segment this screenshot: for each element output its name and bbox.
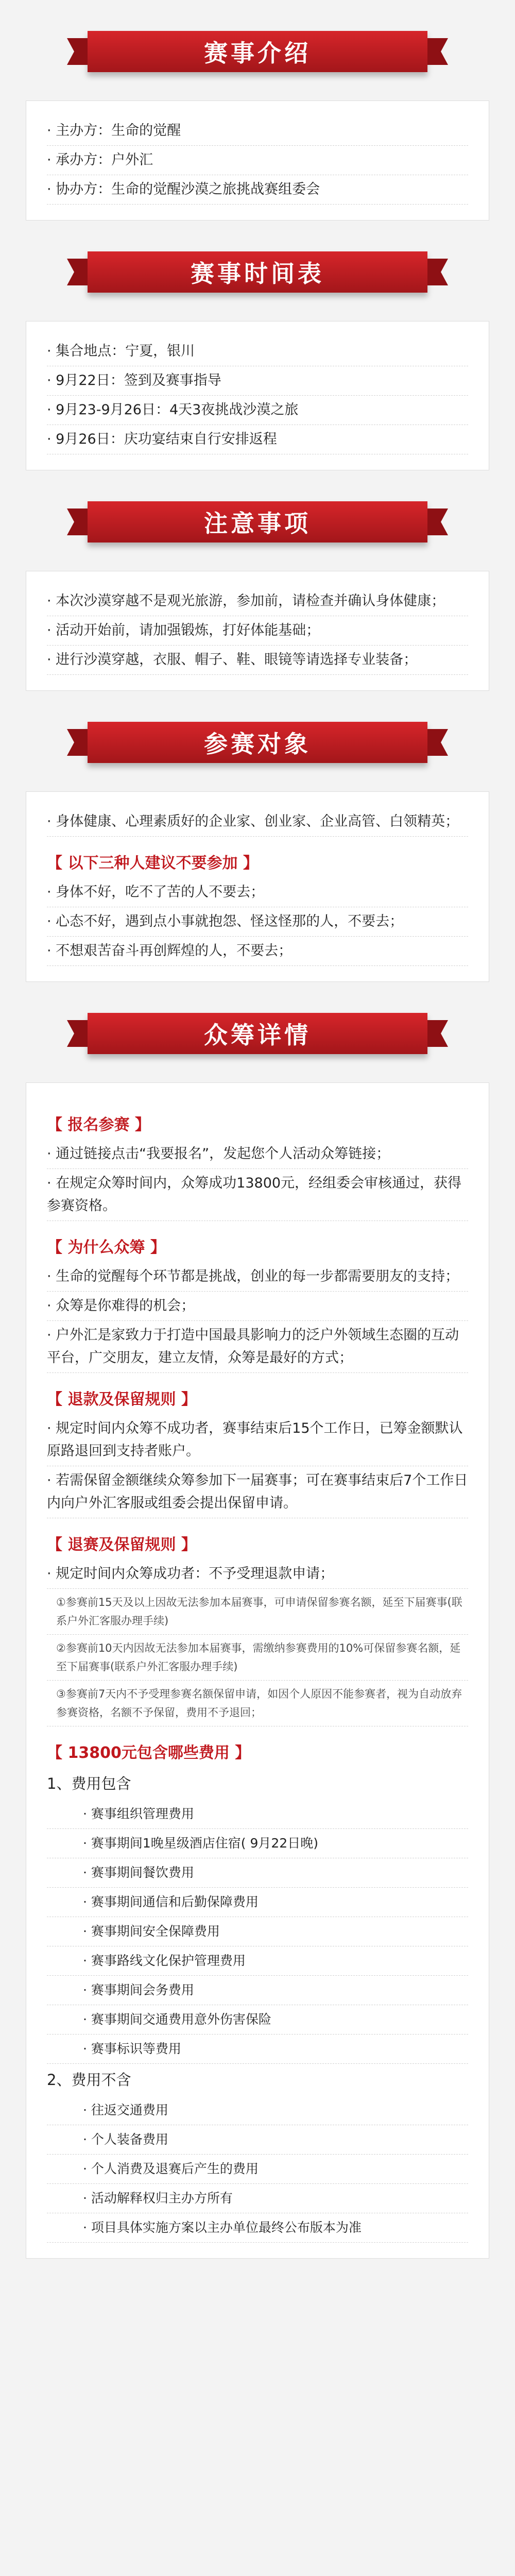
list-item: · 户外汇是家致力于打造中国最具影响力的泛户外领域生态圈的互动平台，广交朋友，建立友情，众筹是最好的方式； <box>47 1321 468 1373</box>
crowdfund-card <box>26 1082 489 2259</box>
section-title: 赛事介绍 <box>204 39 311 67</box>
sub-heading: 【 退款及保留规则 】 <box>47 1391 197 1409</box>
sub-heading: 【 为什么众筹 】 <box>47 1239 166 1257</box>
list-item: · 赛事路线文化保护管理费用 <box>47 1946 468 1976</box>
list-item: · 9月26日：庆功宴结束自行安排返程 <box>47 425 468 454</box>
list-item: · 若需保留金额继续众筹参加下一届赛事；可在赛事结束后7个工作日内向户外汇客服或组委会提出保留申请。 <box>47 1466 468 1518</box>
list-item: · 9月22日：签到及赛事指导 <box>47 366 468 396</box>
section-banner-target <box>88 722 427 763</box>
list-item: ②参赛前10天内因故无法参加本届赛事，需缴纳参赛费用的10%可保留参赛名额，延至下届赛事(联系户外汇客服办理手续) <box>47 1635 468 1681</box>
section-banner-intro <box>88 31 427 72</box>
list-item: · 众筹是你难得的机会； <box>47 1292 468 1321</box>
list-item: · 集合地点：宁夏，银川 <box>47 337 468 366</box>
target-card <box>26 791 489 982</box>
list-item: · 赛事期间会务费用 <box>47 1976 468 2005</box>
list-item: · 在规定众筹时间内，众筹成功13800元，经组委会审核通过，获得参赛资格。 <box>47 1169 468 1221</box>
list-item: · 赛事期间1晚星级酒店住宿( 9月22日晚) <box>47 1829 468 1858</box>
list-item: · 项目具体实施方案以主办单位最终公布版本为准 <box>47 2213 468 2243</box>
section-title: 众筹详情 <box>204 1021 311 1049</box>
list-item: · 个人装备费用 <box>47 2125 468 2155</box>
intro-card <box>26 100 489 221</box>
list-item: · 心态不好，遇到点小事就抱怨、怪这怪那的人，不要去； <box>47 907 468 937</box>
list-item: · 进行沙漠穿越，衣服、帽子、鞋、眼镜等请选择专业装备； <box>47 646 468 675</box>
list-item: ①参赛前15天及以上因故无法参加本届赛事，可申请保留参赛名额，延至下届赛事(联系户外汇客服办理手续) <box>47 1589 468 1635</box>
list-item: · 本次沙漠穿越不是观光旅游，参加前，请检查并确认身体健康； <box>47 587 468 616</box>
list-item: · 赛事期间安全保障费用 <box>47 1917 468 1946</box>
list-item: · 9月23-9月26日：4天3夜挑战沙漠之旅 <box>47 396 468 425</box>
section-banner-schedule <box>88 251 427 293</box>
schedule-card <box>26 321 489 470</box>
section-banner-notes <box>88 501 427 543</box>
list-item: · 身体健康、心理素质好的企业家、创业家、企业高管、白领精英； <box>47 807 468 837</box>
sub-heading: 【 报名参赛 】 <box>47 1116 150 1134</box>
section-title: 注意事项 <box>204 510 311 537</box>
list-item: · 规定时间内众筹成功者：不予受理退款申请； <box>47 1560 468 1589</box>
section-title: 参赛对象 <box>204 730 311 758</box>
list-item: · 承办方：户外汇 <box>47 146 468 175</box>
list-item: · 赛事标识等费用 <box>47 2035 468 2064</box>
list-item: · 活动解释权归主办方所有 <box>47 2184 468 2213</box>
fee-category: 1、费用包含 <box>47 1775 131 1792</box>
list-item: · 不想艰苦奋斗再创辉煌的人，不要去； <box>47 937 468 966</box>
list-item: · 规定时间内众筹不成功者，赛事结束后15个工作日，已筹金额默认原路退回到支持者账户。 <box>47 1414 468 1466</box>
list-item: · 赛事期间餐饮费用 <box>47 1858 468 1888</box>
sub-heading: 【 13800元包含哪些费用 】 <box>47 1744 251 1762</box>
list-item: · 赛事期间通信和后勤保障费用 <box>47 1888 468 1917</box>
list-item: · 个人消费及退赛后产生的费用 <box>47 2155 468 2184</box>
list-item: · 往返交通费用 <box>47 2096 468 2125</box>
sub-heading: 【 以下三种人建议不要参加 】 <box>47 854 259 872</box>
sub-heading: 【 退赛及保留规则 】 <box>47 1536 197 1554</box>
list-item: · 赛事组织管理费用 <box>47 1800 468 1829</box>
fee-category: 2、费用不含 <box>47 2071 131 2089</box>
list-item: · 协办方：生命的觉醒沙漠之旅挑战赛组委会 <box>47 175 468 205</box>
section-banner-crowdfund <box>88 1013 427 1054</box>
list-item: · 身体不好，吃不了苦的人不要去； <box>47 878 468 907</box>
notes-card <box>26 571 489 691</box>
section-title: 赛事时间表 <box>191 260 324 287</box>
list-item: · 主办方：生命的觉醒 <box>47 116 468 146</box>
list-item: · 赛事期间交通费用意外伤害保险 <box>47 2005 468 2035</box>
list-item: ③参赛前7天内不予受理参赛名额保留申请，如因个人原因不能参赛者，视为自动放弃参赛资格，名额不予保留，费用不予退回； <box>47 1681 468 1726</box>
list-item: · 生命的觉醒每个环节都是挑战，创业的每一步都需要朋友的支持； <box>47 1262 468 1292</box>
list-item: · 通过链接点击“我要报名”，发起您个人活动众筹链接； <box>47 1140 468 1169</box>
list-item: · 活动开始前，请加强锻炼，打好体能基础； <box>47 616 468 646</box>
